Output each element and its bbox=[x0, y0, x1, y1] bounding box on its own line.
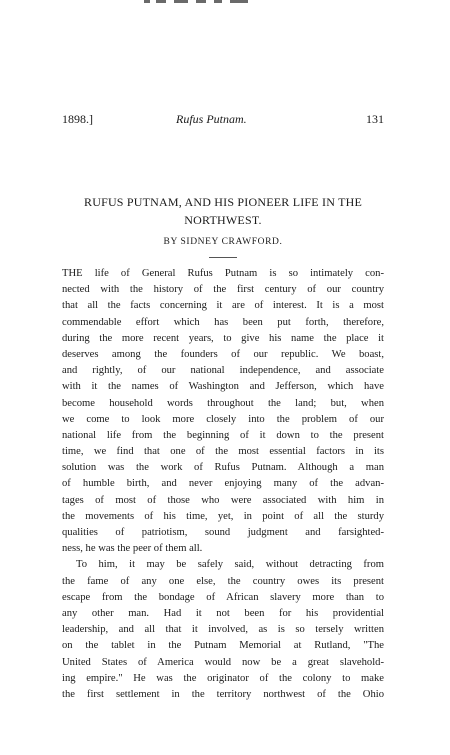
text-line: nected with the history of the first century of our country bbox=[62, 284, 384, 296]
text-line: commendable effort which has been put forth, therefore, bbox=[62, 316, 384, 328]
text-line: leadership, and all that it involved, as is so tersely written bbox=[62, 624, 384, 636]
text-line: with it the names of Washington and Jefferson, which have bbox=[62, 381, 384, 393]
text-line: the movements of his time, yet, in point of all the sturdy bbox=[62, 510, 384, 522]
page-number: 131 bbox=[366, 112, 384, 126]
text-line: ing empire." He was the originator of the colony to make bbox=[62, 672, 384, 684]
text-line: any other man. Had it not been for his providential bbox=[62, 607, 384, 619]
text-line: national life from the beginning of it down to the present bbox=[62, 429, 384, 441]
text-line: become household words throughout the land; but, when bbox=[62, 397, 384, 409]
text-line: deserves among the founders of our republic. We boast, bbox=[62, 348, 384, 360]
text-line: time, we find that one of the most essential factors in its bbox=[62, 446, 384, 458]
text-line: To him, it may be safely said, without detracting from bbox=[76, 559, 384, 571]
scan-artifact-marks bbox=[130, 0, 270, 6]
text-line: THE life of General Rufus Putnam is so intimately con- bbox=[62, 268, 384, 279]
text-line: solution was the work of Rufus Putnam. Although a man bbox=[62, 462, 384, 474]
text-line: ness, he was the peer of them all. bbox=[62, 543, 203, 555]
article-title bbox=[62, 193, 384, 229]
header-year: 1898.] bbox=[62, 112, 93, 126]
text-line: the fame of any one else, the country owes its present bbox=[62, 575, 384, 587]
text-line: qualities of patriotism, sound judgment and farsighted- bbox=[62, 527, 384, 538]
text-line: during the more recent years, to give his name the place it bbox=[62, 332, 384, 344]
byline: BY SIDNEY CRAWFORD. bbox=[163, 237, 283, 247]
text-line: and rightly, of our national independence, and associate bbox=[62, 365, 384, 377]
paragraph bbox=[62, 266, 384, 557]
text-line: that all the facts concerning it are of interest. It is a most bbox=[62, 300, 384, 312]
text-line: of humble birth, and never enjoying many of the advan- bbox=[62, 478, 384, 490]
paragraph bbox=[62, 557, 384, 703]
text-line: the first settlement in the territory northwest of the Ohio bbox=[62, 688, 384, 700]
text-line: tages of most of those who were associated with him in bbox=[62, 494, 384, 506]
text-line: we come to look more closely into the problem of our bbox=[62, 413, 384, 425]
text-line: United States of America would now be a great slavehold- bbox=[62, 656, 384, 668]
text-line: escape from the bondage of African slavery more than to bbox=[62, 591, 384, 603]
title-line: NORTHWEST. bbox=[184, 213, 262, 227]
text-line: on the tablet in the Putnam Memorial at Rutland, "The bbox=[62, 640, 384, 652]
article-body bbox=[62, 266, 384, 703]
divider-rule bbox=[209, 257, 237, 258]
title-line: RUFUS PUTNAM, AND HIS PIONEER LIFE IN THE bbox=[84, 195, 362, 209]
running-title: Rufus Putnam. bbox=[176, 112, 247, 126]
running-header bbox=[62, 112, 384, 128]
